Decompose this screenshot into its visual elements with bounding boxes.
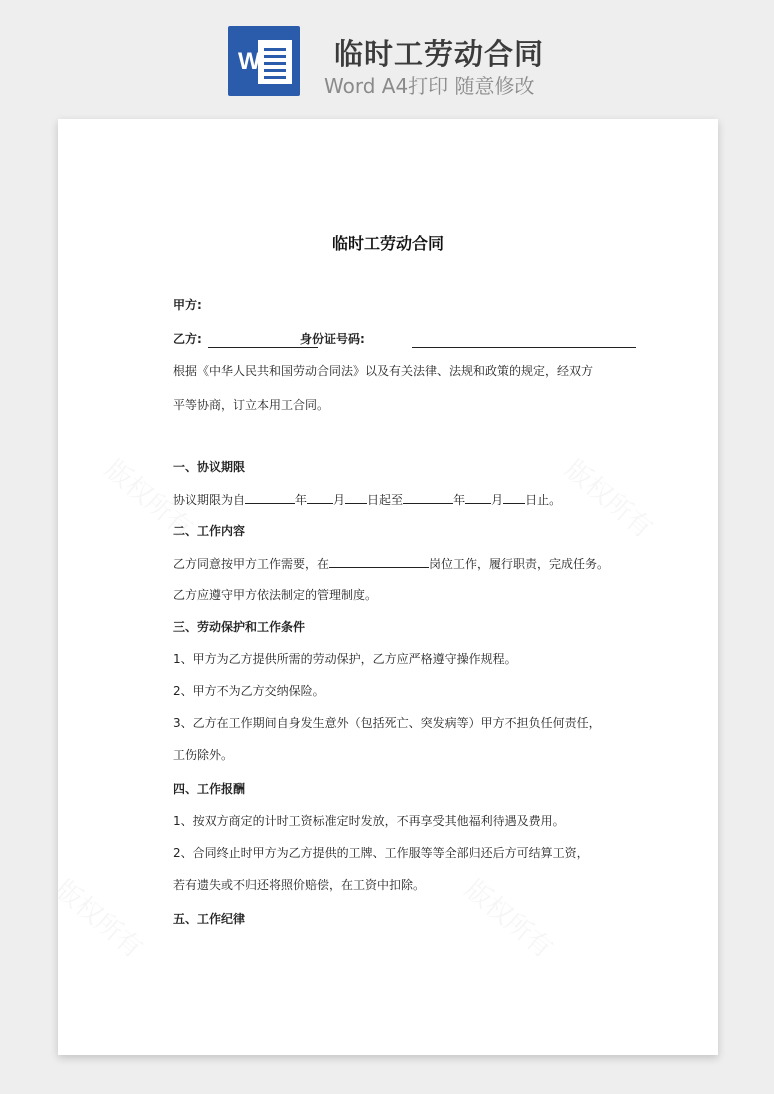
document-page bbox=[58, 119, 718, 1055]
party-b-label: 乙方: bbox=[173, 332, 202, 346]
header-subtitle: Word A4打印 随意修改 bbox=[324, 74, 535, 98]
term-prefix: 协议期限为自 bbox=[173, 493, 246, 507]
watermark bbox=[558, 450, 661, 545]
word-icon-letter: W bbox=[238, 48, 261, 75]
section-4-item-1: 1、按双方商定的计时工资标准定时发放，不再享受其他福利待遇及费用。 bbox=[173, 814, 565, 828]
section-4-item-2a: 2、合同终止时甲方为乙方提供的工牌、工作服等等全部归还后方可结算工资， bbox=[173, 846, 589, 860]
section-3-item-3b: 工伤除外。 bbox=[173, 748, 234, 762]
watermark bbox=[458, 870, 561, 965]
position-blank[interactable] bbox=[329, 555, 429, 568]
section-2-line-1 bbox=[173, 555, 609, 572]
position-prefix: 乙方同意按甲方工作需要，在 bbox=[173, 557, 330, 571]
header-title: 临时工劳动合同 bbox=[334, 37, 545, 71]
month-label: 月 bbox=[333, 493, 346, 507]
id-label: 身份证号码: bbox=[300, 332, 365, 346]
start-year-blank[interactable] bbox=[245, 491, 295, 504]
section-3-item-1: 1、甲方为乙方提供所需的劳动保护，乙方应严格遵守操作规程。 bbox=[173, 652, 517, 666]
year-label: 年 bbox=[295, 493, 308, 507]
document-title: 临时工劳动合同 bbox=[331, 234, 444, 253]
start-month-blank[interactable] bbox=[307, 491, 333, 504]
end-day-blank[interactable] bbox=[503, 491, 525, 504]
id-number-blank[interactable] bbox=[412, 347, 636, 348]
party-b-blank[interactable] bbox=[208, 347, 318, 348]
section-5-title: 五、工作纪律 bbox=[173, 912, 246, 926]
section-2-title: 二、工作内容 bbox=[173, 524, 246, 538]
end-year-blank[interactable] bbox=[403, 491, 453, 504]
section-2-line-2: 乙方应遵守甲方依法制定的管理制度。 bbox=[173, 588, 378, 602]
start-day-blank[interactable] bbox=[345, 491, 367, 504]
end-label: 日止。 bbox=[525, 493, 562, 507]
section-1-term bbox=[173, 491, 561, 508]
month-label-2: 月 bbox=[491, 493, 504, 507]
watermark bbox=[58, 870, 152, 965]
section-1-title: 一、协议期限 bbox=[173, 460, 246, 474]
section-3-title: 三、劳动保护和工作条件 bbox=[173, 620, 306, 634]
word-icon bbox=[228, 26, 300, 96]
section-3-item-3a: 3、乙方在工作期间自身发生意外（包括死亡、突发病等）甲方不担负任何责任， bbox=[173, 716, 601, 730]
section-4-item-2b: 若有遗失或不归还将照价赔偿，在工资中扣除。 bbox=[173, 878, 426, 892]
day-to-label: 日起至 bbox=[367, 493, 404, 507]
header bbox=[0, 0, 774, 110]
year-label-2: 年 bbox=[453, 493, 466, 507]
intro-line-2: 平等协商，订立本用工合同。 bbox=[173, 398, 330, 412]
intro-line-1: 根据《中华人民共和国劳动合同法》以及有关法律、法规和政策的规定，经双方 bbox=[173, 364, 594, 378]
end-month-blank[interactable] bbox=[465, 491, 491, 504]
section-3-item-2: 2、甲方不为乙方交纳保险。 bbox=[173, 684, 325, 698]
section-4-title: 四、工作报酬 bbox=[173, 782, 246, 796]
position-suffix: 岗位工作，履行职责，完成任务。 bbox=[429, 557, 610, 571]
party-a-label: 甲方: bbox=[173, 298, 202, 312]
